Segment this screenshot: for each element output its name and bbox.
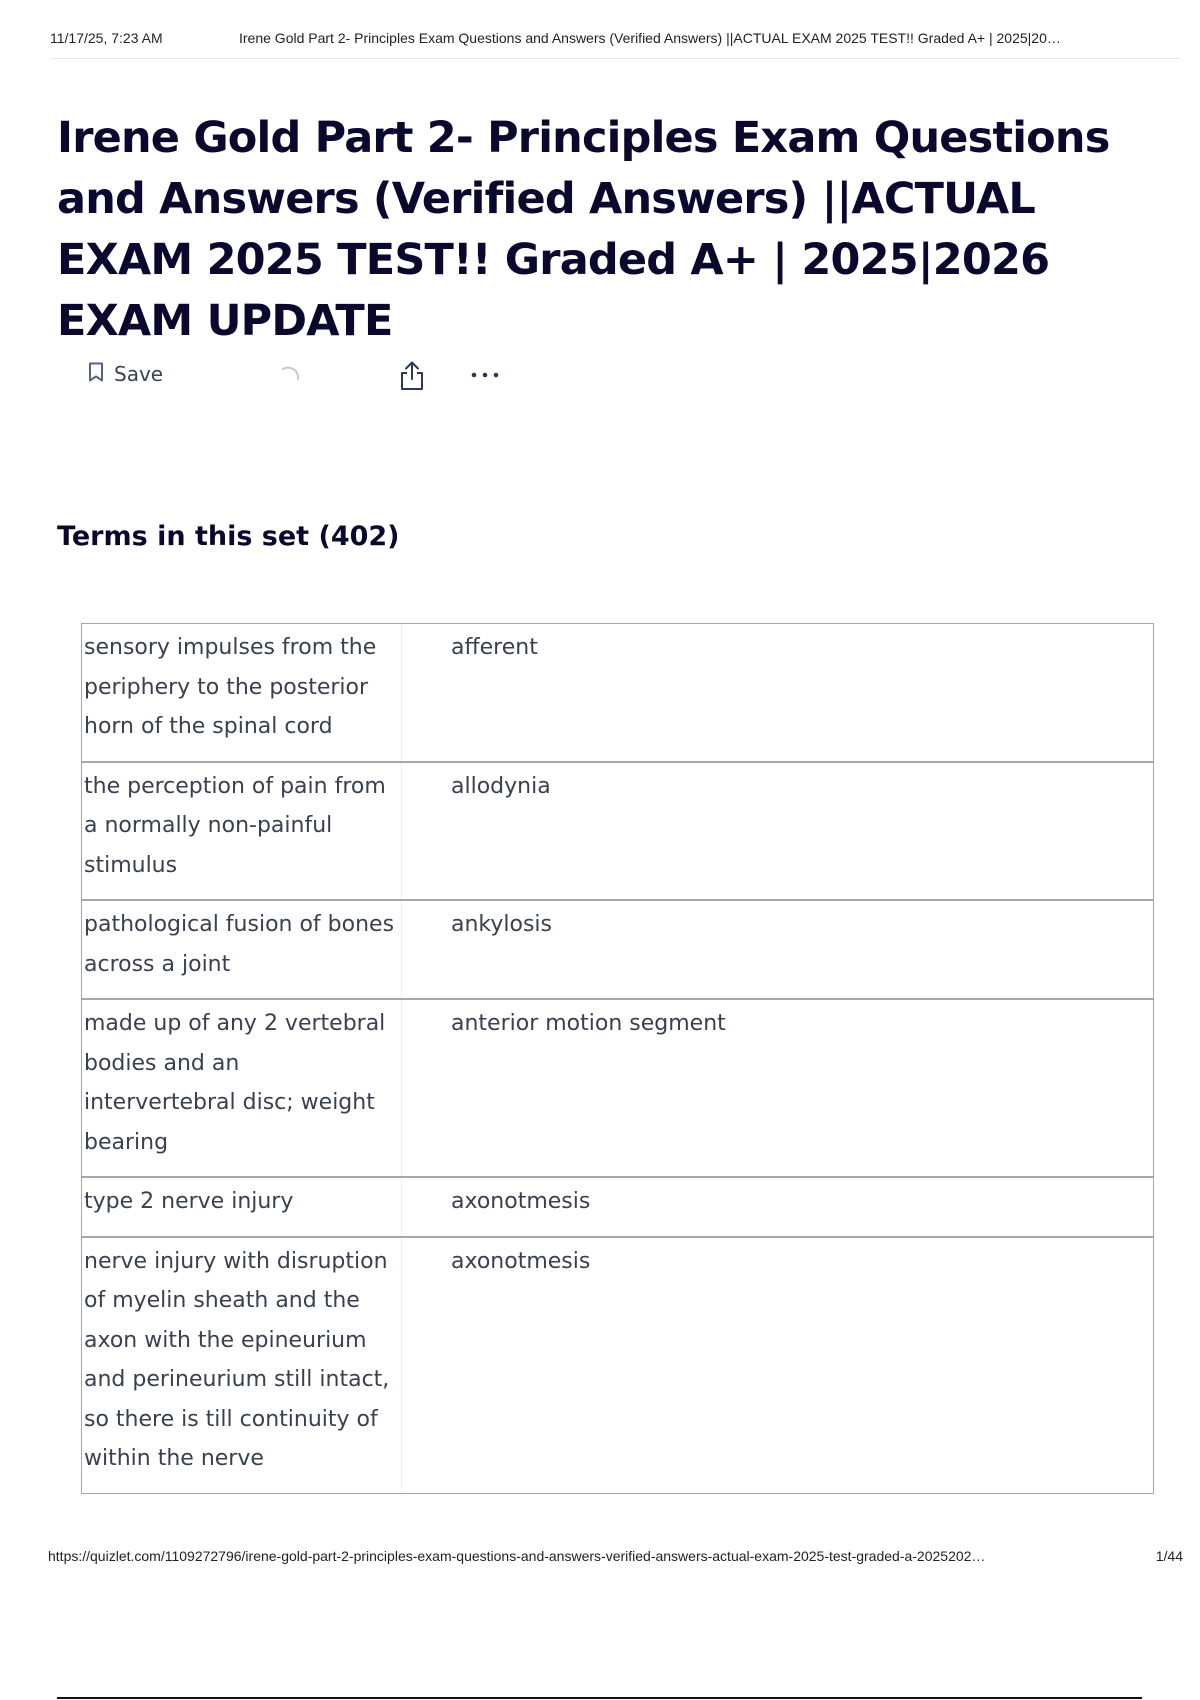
- terms-table: [81, 623, 1154, 1494]
- term-row: [82, 1000, 1153, 1178]
- term-text: type 2 nerve injury: [82, 1178, 402, 1236]
- term-row: [82, 624, 1153, 763]
- share-button[interactable]: [397, 360, 427, 392]
- term-definition: allodynia: [451, 773, 551, 799]
- term-text: nerve injury with disruption of myelin sheath and the axon with the epineurium and perineurium still intact, so there is till continuity of within the nerve: [82, 1238, 402, 1493]
- terms-heading: Terms in this set (402): [57, 521, 400, 552]
- term-definition: axonotmesis: [451, 1189, 591, 1214]
- page-url: https://quizlet.com/1109272796/irene-gold-part-2-principles-exam-questions-and-answers-verified-answers-actual-exam-2025-test-graded-a-2025202…: [48, 1548, 986, 1564]
- term-row: [82, 763, 1153, 902]
- print-footer: [48, 1548, 1183, 1570]
- page-divider: [57, 1697, 1142, 1699]
- save-label: Save: [114, 362, 164, 386]
- more-options-button[interactable]: [468, 365, 502, 385]
- spinner-icon: [278, 364, 302, 388]
- bookmark-icon: [88, 362, 104, 386]
- term-definition: anterior motion segment: [451, 1011, 726, 1036]
- term-text: made up of any 2 vertebral bodies and an intervertebral disc; weight bearing: [82, 1000, 402, 1176]
- term-text: pathological fusion of bones across a joint: [82, 901, 402, 998]
- term-row: [82, 1238, 1153, 1494]
- term-definition: ankylosis: [451, 912, 553, 937]
- print-header: [50, 30, 1180, 59]
- term-row: [82, 1178, 1153, 1238]
- term-text: sensory impulses from the periphery to the posterior horn of the spinal cord: [82, 624, 402, 761]
- share-icon: [397, 377, 427, 396]
- term-row: [82, 901, 1153, 1000]
- term-definition: axonotmesis: [451, 1248, 591, 1274]
- set-toolbar: [88, 357, 588, 397]
- page-title: Irene Gold Part 2- Principles Exam Questions and Answers (Verified Answers) ||ACTUAL EXAM 2025 TEST!! Graded A+ | 2025|2026 EXAM UPDATE: [57, 113, 1110, 346]
- term-definition: afferent: [451, 635, 538, 660]
- print-doc-title: Irene Gold Part 2- Principles Exam Questions and Answers (Verified Answers) ||ACTUAL EXAM 2025 TEST!! Graded A+ | 2025|20…: [239, 30, 1061, 46]
- term-text: the perception of pain from a normally non-painful stimulus: [82, 763, 402, 900]
- print-date: 11/17/25, 7:23 AM: [50, 30, 163, 46]
- page-number: 1/44: [1155, 1548, 1183, 1564]
- more-horizontal-icon: [468, 370, 502, 389]
- save-button[interactable]: [88, 362, 163, 386]
